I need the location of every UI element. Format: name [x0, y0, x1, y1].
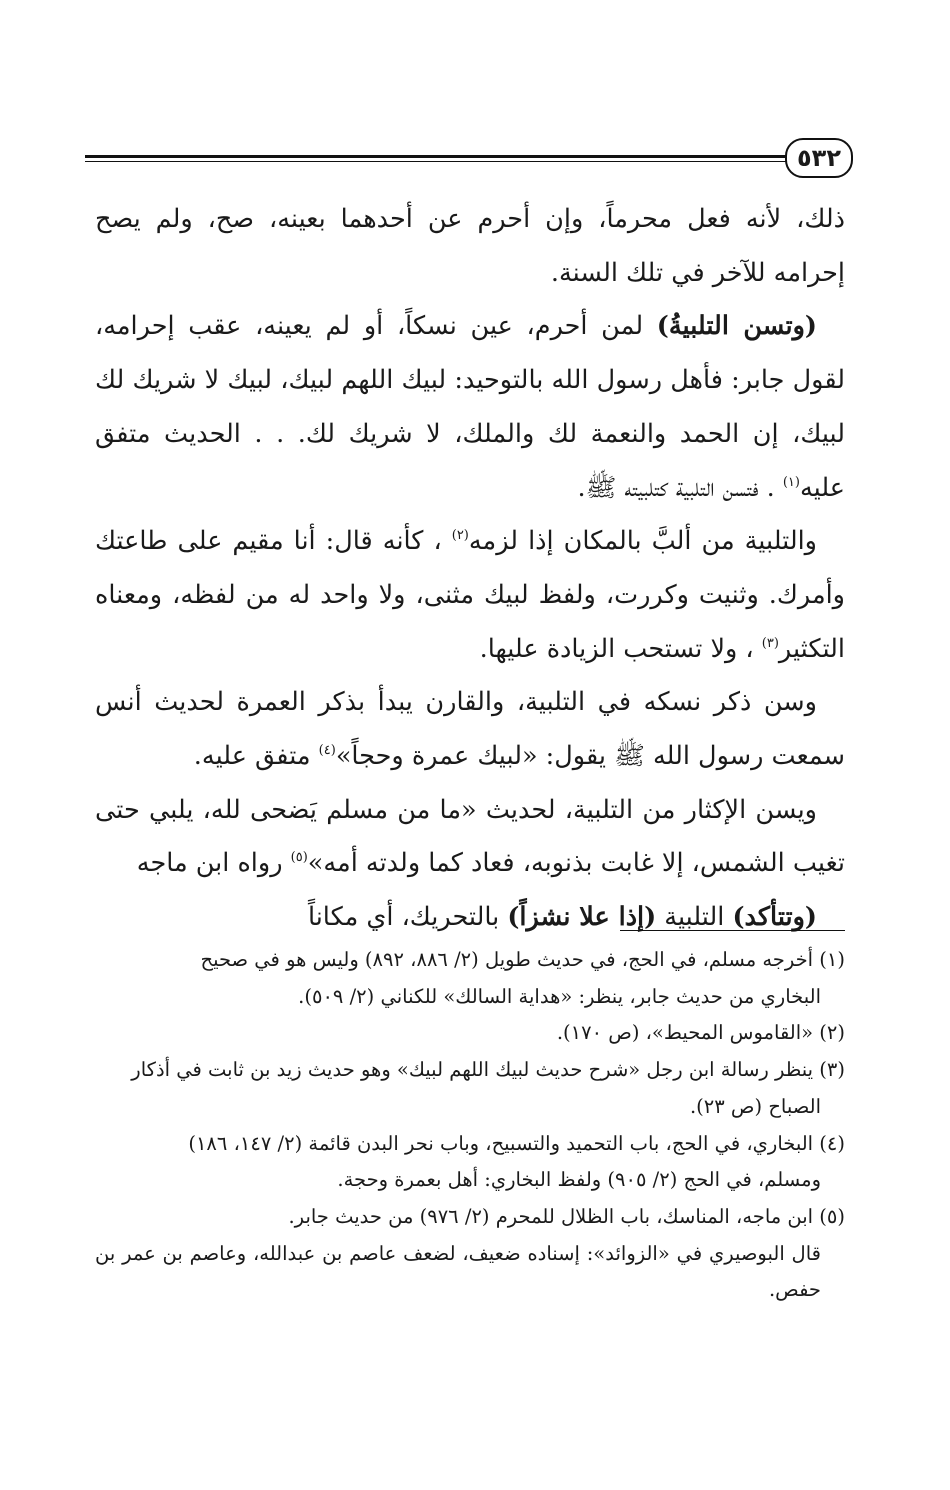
footnote-ref-3: (٣): [761, 635, 779, 651]
footnote-4-continued: ومسلم، في الحج (٢/ ٩٠٥) ولفظ البخاري: أهل بعمرة وحجة.: [337, 1168, 821, 1192]
footnote-ref-2: (٢): [451, 528, 469, 544]
footnote-2: (٢) «القاموس المحيط»، (ص ١٧٠).: [556, 1021, 845, 1045]
footnote-ref-5: (٥): [290, 850, 308, 866]
bold-phrase: (وتتأكد): [732, 902, 817, 933]
page-number: ٥٣٢: [785, 138, 853, 178]
footnotes: [95, 942, 845, 1309]
footnote-1: (١) أخرجه مسلم، في الحج، في حديث طويل (٢/ ٨٨٦، ٨٩٢) وليس هو في صحيح: [200, 948, 845, 971]
header-rule: [85, 155, 795, 158]
paragraph-4: [95, 676, 845, 783]
bold-phrase: (وتسن التلبيةُ): [656, 311, 817, 342]
footnote-5-continued: قال البوصيري في «الزوائد»: إسناده ضعيف، لضعف عاصم بن عبدالله، وعاصم بن عمر بن حفص.: [95, 1241, 821, 1302]
footnote-3-continued: الصباح (ص ٢٣).: [689, 1094, 821, 1118]
paragraph-text: وسن ذكر نسكه في التلبية، والقارن يبدأ بذكر العمرة لحديث أنس سمعت رسول الله ﷺ يقول: «لبيك عمرة وحجاً»: [95, 687, 845, 772]
paragraph-text: التلبية: [656, 902, 733, 933]
footnote-ref-1: (١): [782, 474, 800, 490]
paragraph-text: بالتحريك، أي مكاناً: [307, 902, 508, 933]
paragraph-1: ذلك، لأنه فعل محرماً، وإن أحرم عن أحدهما بعينه، صح، ولم يصح إحرامه للآخر في تلك السنة.: [95, 204, 845, 288]
main-text: [95, 193, 845, 945]
paragraph-text: رواه ابن ماجه: [136, 848, 291, 879]
page-header: [85, 138, 853, 178]
paragraph-text: لمن أحرم، عين نسكاً، أو لم يعينه، عقب إحرامه، لقول جابر: فأهل رسول الله بالتوحيد: لبيك اللهم لبيك، لبيك لا شريك لك لبيك، إن الحمد والنعمة لك والملك، لا شريك لك. . . الحديث متفق عليه: [95, 311, 845, 503]
paragraph-2: [95, 300, 845, 515]
paragraph-text: ، ولا تستحب الزيادة عليها.: [479, 633, 762, 664]
paragraph-text: متفق عليه.: [193, 741, 319, 772]
header-rule-thin: [85, 161, 795, 162]
bold-phrase: (إذا علا نشزاً): [507, 902, 657, 933]
paragraph-3: [95, 515, 845, 676]
footnote-separator: [620, 930, 845, 931]
footnote-ref-4: (٤): [318, 743, 336, 759]
paragraph-5: [95, 784, 845, 891]
paragraph-text: ، كأنه قال: أنا مقيم على طاعتك وأمرك. وثنيت وكررت، ولفظ لبيك مثنى، ولا واحد له من لفظه، ومعناه التكثير: [95, 526, 845, 664]
footnote-3: (٣) ينظر رسالة ابن رجل «شرح حديث لبيك اللهم لبيك» وهو حديث زيد بن ثابت في أذكار: [131, 1058, 845, 1082]
paragraph-text: . فتسن التلبية كتلبيته ﷺ.: [577, 472, 783, 503]
paragraph-text: ويسن الإكثار من التلبية، لحديث «ما من مسلم يَضحى لله، يلبي حتى تغيب الشمس، إلا غابت بذنوبه، فعاد كما ولدته أمه»: [95, 794, 845, 879]
paragraph-6: [95, 891, 845, 945]
paragraph-text: والتلبية من ألبَّ بالمكان إذا لزمه: [468, 526, 817, 557]
footnote-4: (٤) البخاري، في الحج، باب التحميد والتسبيح، وباب نحر البدن قائمة (٢/ ١٤٧، ١٨٦): [188, 1131, 845, 1155]
footnote-5: (٥) ابن ماجه، المناسك، باب الظلال للمحرم (٢/ ٩٧٦) من حديث جابر.: [288, 1204, 845, 1228]
footnote-1-continued: البخاري من حديث جابر، ينظر: «هداية السالك» للكناني (٢/ ٥٠٩).: [298, 984, 821, 1008]
